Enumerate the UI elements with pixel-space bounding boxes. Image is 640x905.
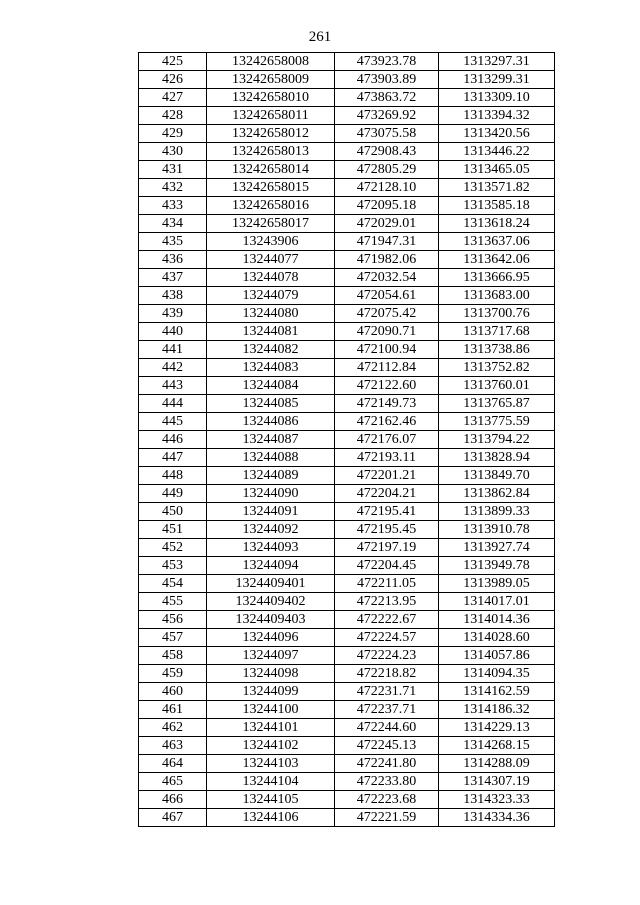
row-index-cell: 449 xyxy=(139,485,207,503)
row-index-cell: 456 xyxy=(139,611,207,629)
point-id-cell: 13244079 xyxy=(207,287,335,305)
point-id-cell: 13244087 xyxy=(207,431,335,449)
row-index-cell: 462 xyxy=(139,719,207,737)
row-index-cell: 467 xyxy=(139,809,207,827)
point-id-cell: 13244083 xyxy=(207,359,335,377)
table-row xyxy=(139,359,555,377)
x-coordinate-cell: 472032.54 xyxy=(335,269,439,287)
point-id-cell: 13242658009 xyxy=(207,71,335,89)
point-id-cell: 13244101 xyxy=(207,719,335,737)
row-index-cell: 441 xyxy=(139,341,207,359)
x-coordinate-cell: 473923.78 xyxy=(335,53,439,71)
y-coordinate-cell: 1313637.06 xyxy=(439,233,555,251)
row-index-cell: 439 xyxy=(139,305,207,323)
y-coordinate-cell: 1313309.10 xyxy=(439,89,555,107)
row-index-cell: 433 xyxy=(139,197,207,215)
table-row xyxy=(139,683,555,701)
y-coordinate-cell: 1313927.74 xyxy=(439,539,555,557)
table-row xyxy=(139,629,555,647)
table-row xyxy=(139,521,555,539)
x-coordinate-cell: 472195.41 xyxy=(335,503,439,521)
point-id-cell: 13242658012 xyxy=(207,125,335,143)
y-coordinate-cell: 1313700.76 xyxy=(439,305,555,323)
table-row xyxy=(139,53,555,71)
table-row xyxy=(139,287,555,305)
table-row xyxy=(139,233,555,251)
row-index-cell: 455 xyxy=(139,593,207,611)
x-coordinate-cell: 472221.59 xyxy=(335,809,439,827)
row-index-cell: 460 xyxy=(139,683,207,701)
row-index-cell: 459 xyxy=(139,665,207,683)
table-row xyxy=(139,251,555,269)
y-coordinate-cell: 1313738.86 xyxy=(439,341,555,359)
table-row xyxy=(139,305,555,323)
y-coordinate-cell: 1314017.01 xyxy=(439,593,555,611)
x-coordinate-cell: 471947.31 xyxy=(335,233,439,251)
point-id-cell: 13242658015 xyxy=(207,179,335,197)
row-index-cell: 437 xyxy=(139,269,207,287)
table-row xyxy=(139,179,555,197)
table-row xyxy=(139,647,555,665)
y-coordinate-cell: 1314028.60 xyxy=(439,629,555,647)
y-coordinate-cell: 1314186.32 xyxy=(439,701,555,719)
table-row xyxy=(139,395,555,413)
x-coordinate-cell: 472128.10 xyxy=(335,179,439,197)
x-coordinate-cell: 472204.45 xyxy=(335,557,439,575)
point-id-cell: 13244097 xyxy=(207,647,335,665)
table-row xyxy=(139,449,555,467)
y-coordinate-cell: 1313683.00 xyxy=(439,287,555,305)
point-id-cell: 1324409403 xyxy=(207,611,335,629)
point-id-cell: 13244093 xyxy=(207,539,335,557)
table-row xyxy=(139,557,555,575)
point-id-cell: 13242658010 xyxy=(207,89,335,107)
y-coordinate-cell: 1314307.19 xyxy=(439,773,555,791)
point-id-cell: 13244106 xyxy=(207,809,335,827)
x-coordinate-cell: 472245.13 xyxy=(335,737,439,755)
y-coordinate-cell: 1314323.33 xyxy=(439,791,555,809)
row-index-cell: 440 xyxy=(139,323,207,341)
table-row xyxy=(139,665,555,683)
x-coordinate-cell: 472095.18 xyxy=(335,197,439,215)
point-id-cell: 13244091 xyxy=(207,503,335,521)
y-coordinate-cell: 1313899.33 xyxy=(439,503,555,521)
point-id-cell: 13244081 xyxy=(207,323,335,341)
row-index-cell: 435 xyxy=(139,233,207,251)
x-coordinate-cell: 472090.71 xyxy=(335,323,439,341)
row-index-cell: 426 xyxy=(139,71,207,89)
table-row xyxy=(139,323,555,341)
y-coordinate-cell: 1313666.95 xyxy=(439,269,555,287)
row-index-cell: 457 xyxy=(139,629,207,647)
point-id-cell: 13244080 xyxy=(207,305,335,323)
y-coordinate-cell: 1313794.22 xyxy=(439,431,555,449)
point-id-cell: 13243906 xyxy=(207,233,335,251)
row-index-cell: 445 xyxy=(139,413,207,431)
x-coordinate-cell: 472176.07 xyxy=(335,431,439,449)
y-coordinate-cell: 1314057.86 xyxy=(439,647,555,665)
table-row xyxy=(139,269,555,287)
x-coordinate-cell: 473269.92 xyxy=(335,107,439,125)
y-coordinate-cell: 1313775.59 xyxy=(439,413,555,431)
point-id-cell: 13244086 xyxy=(207,413,335,431)
row-index-cell: 463 xyxy=(139,737,207,755)
x-coordinate-cell: 472195.45 xyxy=(335,521,439,539)
point-id-cell: 13242658013 xyxy=(207,143,335,161)
x-coordinate-cell: 472149.73 xyxy=(335,395,439,413)
row-index-cell: 429 xyxy=(139,125,207,143)
point-id-cell: 13244105 xyxy=(207,791,335,809)
y-coordinate-cell: 1313849.70 xyxy=(439,467,555,485)
table-row xyxy=(139,143,555,161)
coordinates-table xyxy=(138,52,555,827)
table-row xyxy=(139,215,555,233)
y-coordinate-cell: 1313949.78 xyxy=(439,557,555,575)
table-row xyxy=(139,611,555,629)
table-row xyxy=(139,485,555,503)
x-coordinate-cell: 472122.60 xyxy=(335,377,439,395)
row-index-cell: 461 xyxy=(139,701,207,719)
y-coordinate-cell: 1313642.06 xyxy=(439,251,555,269)
y-coordinate-cell: 1313465.05 xyxy=(439,161,555,179)
table-row xyxy=(139,377,555,395)
table-row xyxy=(139,503,555,521)
x-coordinate-cell: 472244.60 xyxy=(335,719,439,737)
point-id-cell: 1324409401 xyxy=(207,575,335,593)
table-row xyxy=(139,755,555,773)
row-index-cell: 466 xyxy=(139,791,207,809)
table-row xyxy=(139,431,555,449)
point-id-cell: 13244102 xyxy=(207,737,335,755)
point-id-cell: 13244082 xyxy=(207,341,335,359)
y-coordinate-cell: 1313571.82 xyxy=(439,179,555,197)
x-coordinate-cell: 472241.80 xyxy=(335,755,439,773)
x-coordinate-cell: 472231.71 xyxy=(335,683,439,701)
table-row xyxy=(139,737,555,755)
table-row xyxy=(139,341,555,359)
table-row xyxy=(139,71,555,89)
x-coordinate-cell: 472237.71 xyxy=(335,701,439,719)
y-coordinate-cell: 1313394.32 xyxy=(439,107,555,125)
row-index-cell: 446 xyxy=(139,431,207,449)
row-index-cell: 427 xyxy=(139,89,207,107)
x-coordinate-cell: 472213.95 xyxy=(335,593,439,611)
row-index-cell: 447 xyxy=(139,449,207,467)
y-coordinate-cell: 1313299.31 xyxy=(439,71,555,89)
y-coordinate-cell: 1313760.01 xyxy=(439,377,555,395)
row-index-cell: 452 xyxy=(139,539,207,557)
point-id-cell: 13244094 xyxy=(207,557,335,575)
x-coordinate-cell: 472193.11 xyxy=(335,449,439,467)
point-id-cell: 13244103 xyxy=(207,755,335,773)
x-coordinate-cell: 472233.80 xyxy=(335,773,439,791)
row-index-cell: 428 xyxy=(139,107,207,125)
x-coordinate-cell: 472224.23 xyxy=(335,647,439,665)
y-coordinate-cell: 1314288.09 xyxy=(439,755,555,773)
table-row xyxy=(139,197,555,215)
point-id-cell: 13244085 xyxy=(207,395,335,413)
point-id-cell: 13244099 xyxy=(207,683,335,701)
y-coordinate-cell: 1314334.36 xyxy=(439,809,555,827)
x-coordinate-cell: 472075.42 xyxy=(335,305,439,323)
row-index-cell: 443 xyxy=(139,377,207,395)
y-coordinate-cell: 1313910.78 xyxy=(439,521,555,539)
row-index-cell: 438 xyxy=(139,287,207,305)
row-index-cell: 448 xyxy=(139,467,207,485)
x-coordinate-cell: 473903.89 xyxy=(335,71,439,89)
table-row xyxy=(139,539,555,557)
y-coordinate-cell: 1314268.15 xyxy=(439,737,555,755)
coordinates-table-body xyxy=(139,53,555,827)
point-id-cell: 13244098 xyxy=(207,665,335,683)
x-coordinate-cell: 472054.61 xyxy=(335,287,439,305)
x-coordinate-cell: 472100.94 xyxy=(335,341,439,359)
y-coordinate-cell: 1313828.94 xyxy=(439,449,555,467)
x-coordinate-cell: 472805.29 xyxy=(335,161,439,179)
x-coordinate-cell: 472218.82 xyxy=(335,665,439,683)
x-coordinate-cell: 473075.58 xyxy=(335,125,439,143)
point-id-cell: 13242658011 xyxy=(207,107,335,125)
y-coordinate-cell: 1314094.35 xyxy=(439,665,555,683)
table-row xyxy=(139,791,555,809)
x-coordinate-cell: 472112.84 xyxy=(335,359,439,377)
row-index-cell: 432 xyxy=(139,179,207,197)
row-index-cell: 450 xyxy=(139,503,207,521)
point-id-cell: 13244092 xyxy=(207,521,335,539)
x-coordinate-cell: 472162.46 xyxy=(335,413,439,431)
x-coordinate-cell: 473863.72 xyxy=(335,89,439,107)
point-id-cell: 13244104 xyxy=(207,773,335,791)
y-coordinate-cell: 1313420.56 xyxy=(439,125,555,143)
x-coordinate-cell: 472222.67 xyxy=(335,611,439,629)
y-coordinate-cell: 1313862.84 xyxy=(439,485,555,503)
row-index-cell: 430 xyxy=(139,143,207,161)
y-coordinate-cell: 1313752.82 xyxy=(439,359,555,377)
point-id-cell: 1324409402 xyxy=(207,593,335,611)
table-row xyxy=(139,575,555,593)
point-id-cell: 13242658014 xyxy=(207,161,335,179)
point-id-cell: 13244096 xyxy=(207,629,335,647)
y-coordinate-cell: 1313989.05 xyxy=(439,575,555,593)
y-coordinate-cell: 1313446.22 xyxy=(439,143,555,161)
x-coordinate-cell: 472211.05 xyxy=(335,575,439,593)
y-coordinate-cell: 1313717.68 xyxy=(439,323,555,341)
x-coordinate-cell: 472908.43 xyxy=(335,143,439,161)
table-row xyxy=(139,125,555,143)
point-id-cell: 13244088 xyxy=(207,449,335,467)
point-id-cell: 13244078 xyxy=(207,269,335,287)
y-coordinate-cell: 1314229.13 xyxy=(439,719,555,737)
table-row xyxy=(139,593,555,611)
point-id-cell: 13244077 xyxy=(207,251,335,269)
page-number: 261 xyxy=(308,29,332,45)
row-index-cell: 444 xyxy=(139,395,207,413)
row-index-cell: 464 xyxy=(139,755,207,773)
x-coordinate-cell: 472197.19 xyxy=(335,539,439,557)
y-coordinate-cell: 1313765.87 xyxy=(439,395,555,413)
point-id-cell: 13244089 xyxy=(207,467,335,485)
point-id-cell: 13244100 xyxy=(207,701,335,719)
y-coordinate-cell: 1313618.24 xyxy=(439,215,555,233)
row-index-cell: 454 xyxy=(139,575,207,593)
y-coordinate-cell: 1314014.36 xyxy=(439,611,555,629)
table-row xyxy=(139,413,555,431)
point-id-cell: 13242658016 xyxy=(207,197,335,215)
table-row xyxy=(139,467,555,485)
table-row xyxy=(139,701,555,719)
point-id-cell: 13242658008 xyxy=(207,53,335,71)
row-index-cell: 453 xyxy=(139,557,207,575)
row-index-cell: 431 xyxy=(139,161,207,179)
row-index-cell: 425 xyxy=(139,53,207,71)
row-index-cell: 434 xyxy=(139,215,207,233)
x-coordinate-cell: 472201.21 xyxy=(335,467,439,485)
x-coordinate-cell: 472029.01 xyxy=(335,215,439,233)
x-coordinate-cell: 471982.06 xyxy=(335,251,439,269)
row-index-cell: 458 xyxy=(139,647,207,665)
point-id-cell: 13244090 xyxy=(207,485,335,503)
y-coordinate-cell: 1313297.31 xyxy=(439,53,555,71)
table-row xyxy=(139,773,555,791)
table-row xyxy=(139,809,555,827)
row-index-cell: 451 xyxy=(139,521,207,539)
table-row xyxy=(139,719,555,737)
table-row xyxy=(139,107,555,125)
y-coordinate-cell: 1314162.59 xyxy=(439,683,555,701)
point-id-cell: 13244084 xyxy=(207,377,335,395)
table-row xyxy=(139,89,555,107)
point-id-cell: 13242658017 xyxy=(207,215,335,233)
x-coordinate-cell: 472224.57 xyxy=(335,629,439,647)
x-coordinate-cell: 472223.68 xyxy=(335,791,439,809)
row-index-cell: 442 xyxy=(139,359,207,377)
y-coordinate-cell: 1313585.18 xyxy=(439,197,555,215)
row-index-cell: 436 xyxy=(139,251,207,269)
x-coordinate-cell: 472204.21 xyxy=(335,485,439,503)
row-index-cell: 465 xyxy=(139,773,207,791)
table-row xyxy=(139,161,555,179)
